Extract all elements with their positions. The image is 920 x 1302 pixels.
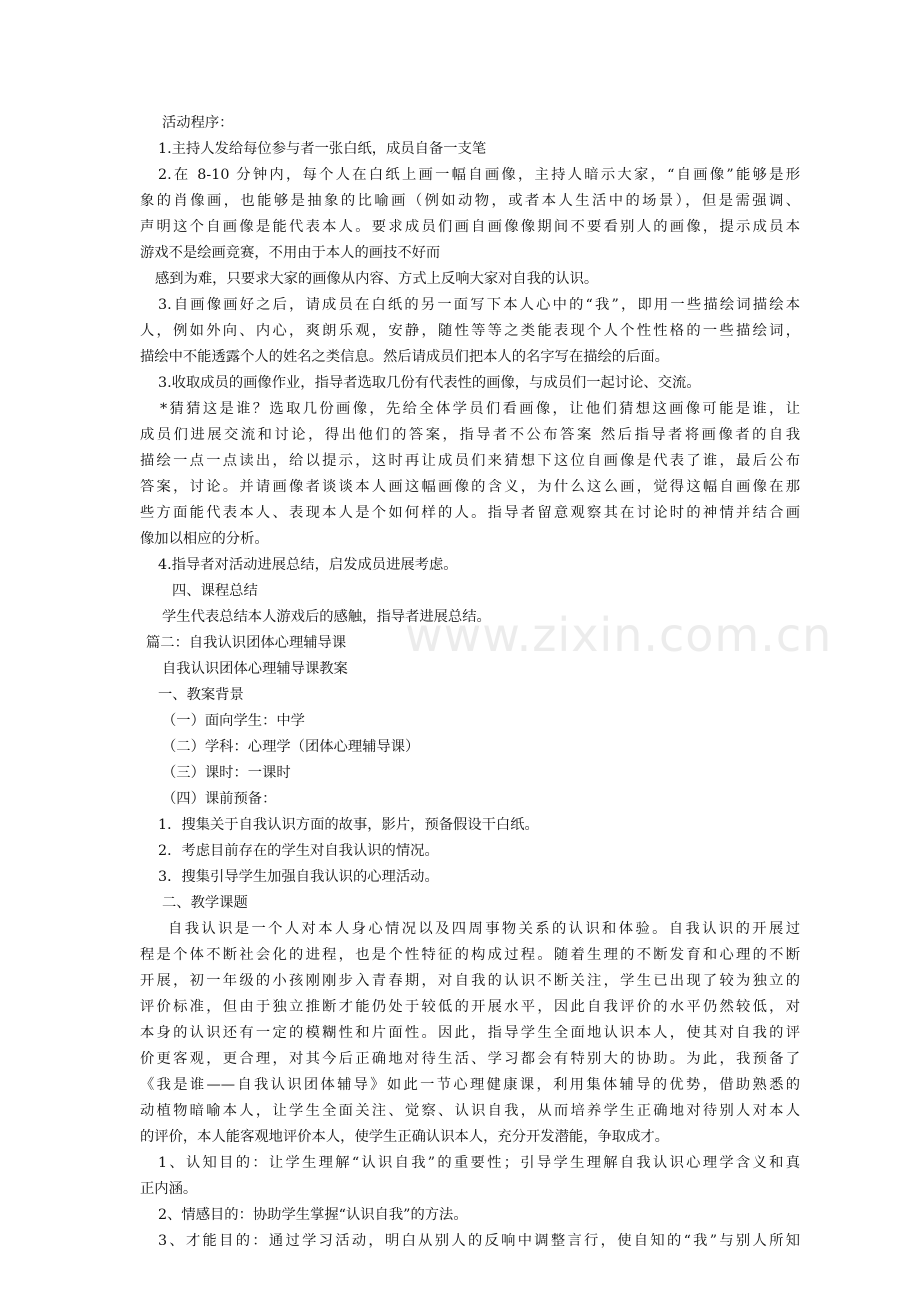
- text-line: 感到为难，只要求大家的画像从内容、方式上反响大家对自我的认识。: [155, 271, 599, 287]
- section-heading: 一、教案背景: [158, 687, 244, 703]
- text-line: 2、情感目的：协助学生掌握“认识自我”的方法。: [158, 1207, 468, 1223]
- text-line: 1.主持人发给每位参与者一张白纸，成员自备一支笔: [158, 141, 487, 157]
- text-line: 的评价，本人能客观地评价本人，使学生正确认识本人，充分开发潜能，争取成才。: [140, 1129, 669, 1145]
- text-line: 价更客观，更合理，对其今后正确地对待生活、学习都会有特别大的协助。为此，我预备了: [140, 1051, 800, 1067]
- text-line: 本身的认识还有一定的模糊性和片面性。因此，指导学生全面地认识本人，使其对自我的评: [140, 1025, 800, 1041]
- section-heading: 篇二：自我认识团体心理辅导课: [146, 635, 347, 651]
- text-line: 3.自画像画好之后，请成员在白纸的另一面写下本人心中的“我”，即用一些描绘词描绘本: [158, 297, 800, 313]
- text-line: 成员们进展交流和讨论，得出他们的答案，指导者不公布答案 然后指导者将画像者的自我: [140, 427, 800, 443]
- watermark-text: www.zixin.com.cn: [405, 608, 833, 662]
- text-line: 学生代表总结本人游戏后的感触，指导者进展总结。: [162, 609, 491, 625]
- text-line: 1．搜集关于自我认识方面的故事，影片，预备假设干白纸。: [158, 817, 539, 833]
- text-line: （二）学科：心理学（团体心理辅导课）: [162, 739, 420, 755]
- text-line: 像加以相应的分析。: [140, 531, 269, 547]
- text-line: 2.在 8-10 分钟内，每个人在白纸上画一幅自画像，主持人暗示大家，“自画像”能够是形: [158, 167, 800, 183]
- text-line: 4.指导者对活动进展总结，启发成员进展考虑。: [158, 557, 458, 573]
- text-line: 评价标准，但由于独立推断才能仍处于较低的开展水平，因此自我评价的水平仍然较低，对: [140, 999, 800, 1015]
- text-line: 3、才能目的：通过学习活动，明白从别人的反响中调整言行，使自知的“我”与别人所知: [158, 1233, 800, 1249]
- text-line: 些方面能代表本人、表现本人是个如何样的人。指导者留意观察其在讨论时的神情并结合画: [140, 505, 800, 521]
- text-line: 人，例如外向、内心，爽朗乐观，安静，随性等等之类能表现个人个性性格的一些描绘词，: [140, 323, 800, 339]
- text-line: 自我认识是一个人对本人身心情况以及四周事物关系的认识和体验。自我认识的开展过: [168, 921, 800, 937]
- text-line: 3．搜集引导学生加强自我认识的心理活动。: [158, 869, 439, 885]
- text-line: 描绘一点一点读出，给以提示，这时再让成员们来猜想下这位自画像是代表了谁，最后公布: [140, 453, 800, 469]
- text-line: （三）课时：一课时: [162, 765, 291, 781]
- text-line: 动植物暗喻本人，让学生全面关注、觉察、认识自我，从而培养学生正确地对待别人对本人: [140, 1103, 800, 1119]
- text-line: 活动程序：: [162, 115, 234, 131]
- text-line: （四）课前预备：: [162, 791, 277, 807]
- text-line: 描绘中不能透露个人的姓名之类信息。然后请成员们把本人的名字写在描绘的后面。: [140, 349, 669, 365]
- section-heading: 四、课程总结: [172, 583, 258, 599]
- text-line: 《我是谁——自我认识团体辅导》如此一节心理健康课，利用集体辅导的优势，借助熟悉的: [140, 1077, 800, 1093]
- text-line: 1、认知目的：让学生理解“认识自我”的重要性；引导学生理解自我认识心理学含义和真: [158, 1155, 800, 1171]
- text-line: （一）面向学生：中学: [162, 713, 305, 729]
- text-line: 答案，讨论。并请画像者谈谈本人画这幅画像的含义，为什么这么画，觉得这幅自画像在那: [140, 479, 800, 495]
- text-line: 象的肖像画，也能够是抽象的比喻画（例如动物，或者本人生活中的场景），但是需强调、: [140, 193, 800, 209]
- text-line: 正内涵。: [140, 1181, 198, 1197]
- text-line: 程是个体不断社会化的进程，也是个性特征的构成过程。随着生理的不断发育和心理的不断: [140, 947, 800, 963]
- text-line: 声明这个自画像是能代表本人。要求成员们画自画像像期间不要看别人的画像，提示成员本: [140, 219, 800, 235]
- text-line: *猜猜这是谁？选取几份画像，先给全体学员们看画像，让他们猜想这画像可能是谁，让: [160, 401, 800, 417]
- text-line: 开展，初一年级的小孩刚刚步入青春期，对自我的认识不断关注，学生已出现了较为独立的: [140, 973, 800, 989]
- section-heading: 自我认识团体心理辅导课教案: [162, 661, 348, 677]
- text-line: 3.收取成员的画像作业，指导者选取几份有代表性的画像，与成员们一起讨论、交流。: [158, 375, 701, 391]
- section-heading: 二、教学课题: [162, 895, 248, 911]
- text-line: 游戏不是绘画竞赛，不用由于本人的画技不好而: [140, 245, 441, 261]
- text-line: 2．考虑目前存在的学生对自我认识的情况。: [158, 843, 439, 859]
